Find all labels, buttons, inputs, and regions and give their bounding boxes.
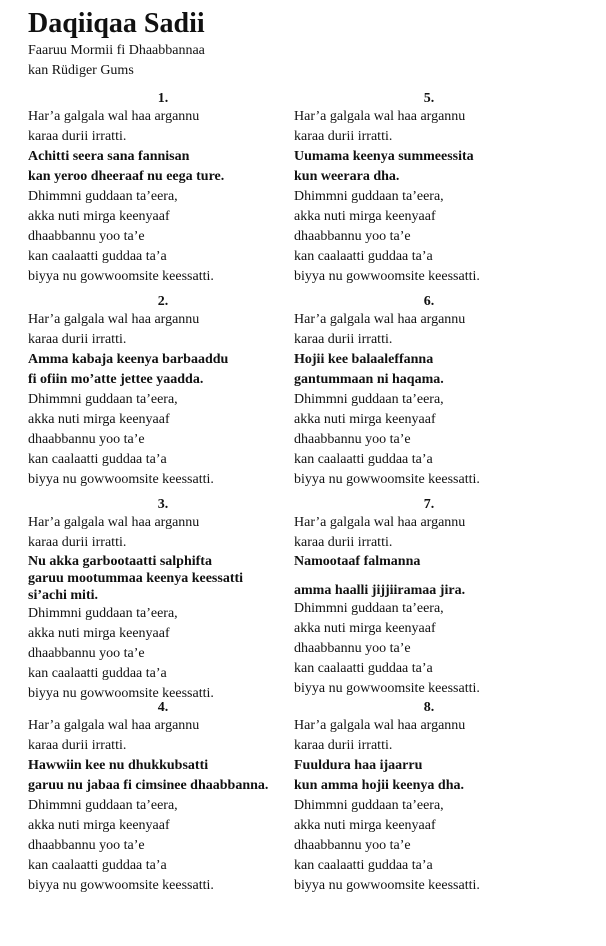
refrain-close-line: akka nuti mirga keenyaaf <box>28 818 170 833</box>
verse-bold-line: Fuuldura haa ijaarru <box>294 758 423 773</box>
refrain-open-line: Har’a galgala wal haa argannu <box>294 312 466 327</box>
verse-block <box>28 699 298 902</box>
refrain-close-line: Dhimmni guddaan ta’eera, <box>28 606 178 621</box>
document-page <box>28 7 598 893</box>
refrain-close-line: kan caalaatti guddaa ta’a <box>28 452 167 467</box>
refrain-close-line: dhaabbannu yoo ta’e <box>28 229 145 244</box>
refrain-open-line: karaa durii irratti. <box>28 535 127 550</box>
verse-block <box>28 496 298 699</box>
verse-bold-line: Nu akka garbootaatti salphifta <box>28 554 212 569</box>
refrain-open-line: karaa durii irratti. <box>294 738 393 753</box>
refrain-close-line: kan caalaatti guddaa ta’a <box>294 661 433 676</box>
refrain-close-line: kan caalaatti guddaa ta’a <box>294 858 433 873</box>
page-title: Daqiiqaa Sadii <box>28 8 205 39</box>
refrain-close-line: dhaabbannu yoo ta’e <box>294 838 411 853</box>
refrain-open-line: Har’a galgala wal haa argannu <box>28 109 200 124</box>
refrain-open-line: Har’a galgala wal haa argannu <box>28 312 200 327</box>
refrain-close-line: Dhimmni guddaan ta’eera, <box>294 798 444 813</box>
refrain-close-line: akka nuti mirga keenyaaf <box>28 412 170 427</box>
refrain-close-line: akka nuti mirga keenyaaf <box>294 412 436 427</box>
verse-block <box>28 293 298 496</box>
refrain-close-line: akka nuti mirga keenyaaf <box>294 818 436 833</box>
refrain-close-line: dhaabbannu yoo ta’e <box>294 641 411 656</box>
refrain-close-line: akka nuti mirga keenyaaf <box>28 209 170 224</box>
verse-bold-line: fi ofiin mo’atte jettee yaadda. <box>28 372 204 387</box>
verse-bold-line: Uumama keenya summeessita <box>294 149 474 164</box>
subtitle: Faaruu Mormii fi Dhaabbannaa <box>28 43 205 58</box>
verse-bold-line: amma haalli jijjiiramaa jira. <box>294 583 466 598</box>
verse-number: 7. <box>423 497 435 512</box>
refrain-close-line: dhaabbannu yoo ta’e <box>28 432 145 447</box>
refrain-close-line: biyya nu gowwoomsite keessatti. <box>294 681 480 696</box>
verse-number: 5. <box>423 91 435 106</box>
refrain-open-line: karaa durii irratti. <box>294 129 393 144</box>
refrain-close-line: dhaabbannu yoo ta’e <box>28 838 145 853</box>
refrain-close-line: biyya nu gowwoomsite keessatti. <box>294 472 480 487</box>
refrain-close-line: kan caalaatti guddaa ta’a <box>294 452 433 467</box>
refrain-close-line: biyya nu gowwoomsite keessatti. <box>294 878 480 893</box>
refrain-close-line: kan caalaatti guddaa ta’a <box>28 249 167 264</box>
refrain-close-line: akka nuti mirga keenyaaf <box>294 209 436 224</box>
verse-bold-line: kan yeroo dheeraaf nu eega ture. <box>28 169 225 184</box>
refrain-close-line: dhaabbannu yoo ta’e <box>28 646 145 661</box>
verse-block <box>294 496 564 699</box>
verse-number: 6. <box>423 294 435 309</box>
verse-bold-line: Amma kabaja keenya barbaaddu <box>28 352 229 367</box>
verse-bold-line: Hojii kee balaaleffanna <box>294 352 434 367</box>
verse-bold-line: Hawwiin kee nu dhukkubsatti <box>28 758 209 773</box>
refrain-close-line: akka nuti mirga keenyaaf <box>294 621 436 636</box>
refrain-open-line: karaa durii irratti. <box>28 332 127 347</box>
verse-bold-line: kun weerara dha. <box>294 169 400 184</box>
author-line: kan Rüdiger Gums <box>28 63 134 78</box>
refrain-close-line: biyya nu gowwoomsite keessatti. <box>28 878 214 893</box>
refrain-close-line: akka nuti mirga keenyaaf <box>28 626 170 641</box>
verse-bold-line: Namootaaf falmanna <box>294 554 421 569</box>
verse-block <box>294 699 564 902</box>
refrain-close-line: biyya nu gowwoomsite keessatti. <box>294 269 480 284</box>
refrain-close-line: dhaabbannu yoo ta’e <box>294 229 411 244</box>
refrain-open-line: karaa durii irratti. <box>294 535 393 550</box>
refrain-close-line: kan caalaatti guddaa ta’a <box>28 858 167 873</box>
refrain-open-line: karaa durii irratti. <box>28 129 127 144</box>
left-column <box>28 90 298 902</box>
verse-bold-line: garuu nu jabaa fi cimsinee dhaabbanna. <box>28 778 269 793</box>
refrain-close-line: biyya nu gowwoomsite keessatti. <box>28 686 214 701</box>
verse-number: 4. <box>157 700 169 715</box>
refrain-open-line: karaa durii irratti. <box>294 332 393 347</box>
refrain-close-line: biyya nu gowwoomsite keessatti. <box>28 472 214 487</box>
verse-block <box>28 90 298 293</box>
refrain-close-line: kan caalaatti guddaa ta’a <box>28 666 167 681</box>
verse-number: 8. <box>423 700 435 715</box>
refrain-close-line: Dhimmni guddaan ta’eera, <box>28 392 178 407</box>
refrain-close-line: Dhimmni guddaan ta’eera, <box>294 189 444 204</box>
refrain-close-line: Dhimmni guddaan ta’eera, <box>28 798 178 813</box>
refrain-close-line: kan caalaatti guddaa ta’a <box>294 249 433 264</box>
verse-bold-line: si’achi miti. <box>28 588 98 603</box>
refrain-open-line: Har’a galgala wal haa argannu <box>294 109 466 124</box>
verse-number: 3. <box>157 497 169 512</box>
refrain-open-line: karaa durii irratti. <box>28 738 127 753</box>
verse-bold-line: garuu mootummaa keenya keessatti <box>28 571 244 586</box>
right-column <box>294 90 564 902</box>
verse-number: 1. <box>157 91 169 106</box>
refrain-close-line: Dhimmni guddaan ta’eera, <box>294 392 444 407</box>
refrain-close-line: Dhimmni guddaan ta’eera, <box>294 601 444 616</box>
verse-spacer <box>294 570 564 582</box>
verse-bold-line: Achitti seera sana fannisan <box>28 149 190 164</box>
refrain-open-line: Har’a galgala wal haa argannu <box>294 718 466 733</box>
refrain-close-line: Dhimmni guddaan ta’eera, <box>28 189 178 204</box>
verse-bold-line: gantummaan ni haqama. <box>294 372 444 387</box>
verse-block <box>294 90 564 293</box>
refrain-open-line: Har’a galgala wal haa argannu <box>28 718 200 733</box>
verse-number: 2. <box>157 294 169 309</box>
verse-block <box>294 293 564 496</box>
refrain-open-line: Har’a galgala wal haa argannu <box>28 515 200 530</box>
refrain-open-line: Har’a galgala wal haa argannu <box>294 515 466 530</box>
refrain-close-line: dhaabbannu yoo ta’e <box>294 432 411 447</box>
verse-bold-line: kun amma hojii keenya dha. <box>294 778 464 793</box>
refrain-close-line: biyya nu gowwoomsite keessatti. <box>28 269 214 284</box>
